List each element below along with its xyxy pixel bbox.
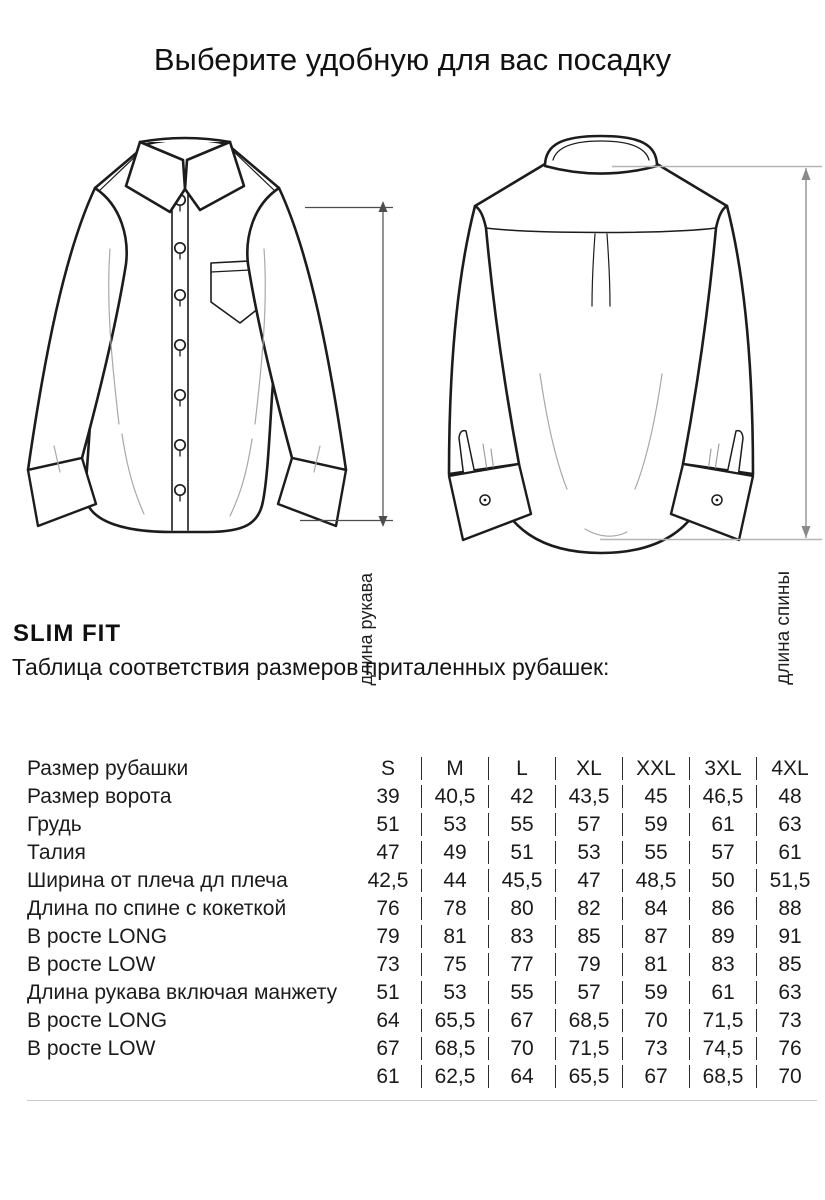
size-value: 61	[756, 841, 823, 864]
size-value: 80	[488, 897, 555, 920]
size-value: 85	[555, 925, 622, 948]
size-value: 47	[376, 841, 400, 864]
size-value: 51,5	[756, 869, 823, 892]
size-value: 81	[421, 925, 488, 948]
size-value: 79	[376, 925, 400, 948]
row-label: В росте LONG	[27, 1009, 168, 1032]
row-label: В росте LONG	[27, 925, 168, 948]
size-value: 51	[488, 841, 555, 864]
size-col-header: XXL	[622, 757, 689, 780]
sleeve-length-label: длина рукава	[356, 573, 376, 686]
size-value: 48,5	[622, 869, 689, 892]
size-value: 79	[555, 953, 622, 976]
size-value: 87	[622, 925, 689, 948]
size-value: 84	[622, 897, 689, 920]
size-value: 75	[421, 953, 488, 976]
size-value: 65,5	[421, 1009, 488, 1032]
size-value: 91	[756, 925, 823, 948]
size-value: 43,5	[555, 785, 622, 808]
table-caption: Таблица соответствия размеров приталенных рубашек:	[12, 654, 610, 680]
size-value: 85	[756, 953, 823, 976]
header-label: Размер рубашки	[27, 757, 189, 780]
size-value: 47	[555, 869, 622, 892]
size-value: 59	[622, 813, 689, 836]
size-value: 68,5	[555, 1009, 622, 1032]
size-value: 53	[421, 813, 488, 836]
size-value: 68,5	[421, 1037, 488, 1060]
measurement-arrows	[0, 130, 825, 562]
fit-heading: SLIM FIT	[13, 620, 121, 647]
size-value: 83	[488, 925, 555, 948]
size-value: 83	[689, 953, 756, 976]
size-value: 86	[689, 897, 756, 920]
size-value: 63	[756, 981, 823, 1004]
size-value: 68,5	[689, 1065, 756, 1088]
size-value: 55	[488, 813, 555, 836]
back-length-arrow	[600, 167, 822, 540]
table-row	[27, 869, 823, 892]
size-value: 67	[376, 1037, 400, 1060]
size-value: 40,5	[421, 785, 488, 808]
size-col-header: XL	[555, 757, 622, 780]
size-value: 70	[622, 1009, 689, 1032]
table-row	[27, 1065, 823, 1088]
row-label: Талия	[27, 841, 86, 864]
size-value: 46,5	[689, 785, 756, 808]
size-value: 73	[756, 1009, 823, 1032]
size-value: 45	[622, 785, 689, 808]
size-value: 74,5	[689, 1037, 756, 1060]
size-col-header: M	[421, 757, 488, 780]
size-value: 62,5	[421, 1065, 488, 1088]
size-value: 55	[488, 981, 555, 1004]
size-table-body	[27, 785, 823, 1088]
table-row	[27, 1037, 823, 1060]
table-bottom-rule	[27, 1100, 817, 1101]
size-value: 82	[555, 897, 622, 920]
size-value: 71,5	[555, 1037, 622, 1060]
size-col-header: L	[488, 757, 555, 780]
page-title: Выберите удобную для вас посадку	[153, 42, 672, 77]
row-label: В росте LOW	[27, 953, 156, 976]
table-row	[27, 785, 823, 808]
size-value: 88	[756, 897, 823, 920]
size-value: 63	[756, 813, 823, 836]
size-value: 64	[488, 1065, 555, 1088]
size-value: 73	[376, 953, 400, 976]
size-table-header-row	[27, 757, 823, 780]
table-row	[27, 925, 823, 948]
size-col-header: S	[380, 757, 395, 780]
size-value: 50	[689, 869, 756, 892]
size-value: 51	[376, 813, 400, 836]
size-value: 57	[689, 841, 756, 864]
table-row	[27, 953, 823, 976]
table-row	[27, 981, 823, 1004]
size-value: 51	[376, 981, 400, 1004]
size-value: 53	[421, 981, 488, 1004]
size-value: 76	[376, 897, 400, 920]
size-value: 67	[488, 1009, 555, 1032]
size-value: 81	[622, 953, 689, 976]
size-value: 39	[376, 785, 400, 808]
row-label: Длина рукава включая манжету	[27, 981, 338, 1004]
size-value: 57	[555, 813, 622, 836]
size-value: 70	[488, 1037, 555, 1060]
table-row	[27, 813, 823, 836]
table-row	[27, 897, 823, 920]
size-value: 78	[421, 897, 488, 920]
size-value: 55	[622, 841, 689, 864]
size-col-header: 3XL	[689, 757, 756, 780]
size-value: 49	[421, 841, 488, 864]
row-label: Грудь	[27, 813, 82, 836]
row-label: Размер ворота	[27, 785, 172, 808]
row-label: Длина по спине с кокеткой	[27, 897, 287, 920]
size-value: 70	[756, 1065, 823, 1088]
size-value: 89	[689, 925, 756, 948]
size-value: 77	[488, 953, 555, 976]
table-row	[27, 841, 823, 864]
back-length-label: длина спины	[773, 571, 794, 685]
size-value: 59	[622, 981, 689, 1004]
size-value: 67	[622, 1065, 689, 1088]
size-value: 53	[555, 841, 622, 864]
size-value: 61	[376, 1065, 400, 1088]
size-value: 71,5	[689, 1009, 756, 1032]
sleeve-length-arrow	[300, 201, 393, 527]
row-label	[27, 1065, 355, 1088]
size-value: 61	[689, 981, 756, 1004]
size-value: 61	[689, 813, 756, 836]
size-value: 42	[488, 785, 555, 808]
table-row	[27, 1009, 823, 1032]
size-col-header: 4XL	[756, 757, 823, 780]
size-value: 44	[421, 869, 488, 892]
size-value: 64	[376, 1009, 400, 1032]
row-label: В росте LOW	[27, 1037, 156, 1060]
size-value: 48	[756, 785, 823, 808]
size-value: 57	[555, 981, 622, 1004]
size-value: 76	[756, 1037, 823, 1060]
size-value: 73	[622, 1037, 689, 1060]
size-value: 42,5	[367, 869, 409, 892]
size-value: 65,5	[555, 1065, 622, 1088]
row-label: Ширина от плеча дл плеча	[27, 869, 288, 892]
size-table	[27, 752, 823, 1093]
size-value: 45,5	[488, 869, 555, 892]
